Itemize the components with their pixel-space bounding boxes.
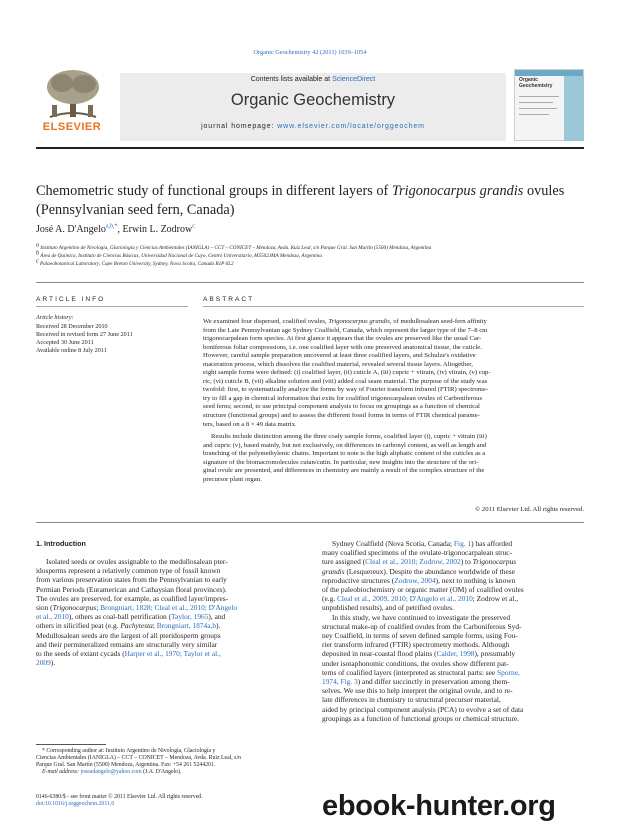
species-name: Trigonocarpus grandis [328, 318, 390, 325]
body-line: The ovules are preserved, for example, as coalified layer/impres- [36, 593, 229, 603]
abstract-paragraph-1 [203, 318, 584, 429]
abstract-line: Results include distinction among the three coaly sample forms, coalified layer (i), cupric + vitrain (iii) [211, 433, 487, 440]
body-line: (e.g. Cleal et al., 2009, 2010; D'Angelo et al., 2010; Zodrow et al., [322, 594, 519, 604]
cover-divider [519, 102, 553, 103]
affiliation-text: Instituto Argentino de Nivología, Glaciología y Ciencias Ambientales (IANIGLA) – CCT – CONICET – Mendoza, Avda. Ruiz Leal, s/n Parque Gral. San Martín (5500) Mendoza, Argentina [40, 245, 432, 251]
abstract-line: try to fill a gap in chemical information that exits for coalified trigonocarpalean ovules of Carboniferous [203, 394, 483, 402]
citation-link[interactable]: Harper et al., 1970; Taylor et al., [124, 649, 221, 659]
section-rule [36, 282, 584, 283]
abstract-line: eight sample forms were defined: (i) coalified layer, (ii) cuticle A, (iii) cupric + vitrain, (iv) vitrain, (v) cup- [203, 369, 491, 377]
abstract-line: boniferous foliar compressions, i.e. one coalified layer with one preserved anatomical tissue, the cuticle. [203, 343, 482, 351]
sciencedirect-link[interactable]: ScienceDirect [332, 76, 376, 83]
body-line: unpublished results), and of petrified ovules. [322, 603, 454, 613]
journal-homepage [120, 123, 506, 130]
cover-title-line-2: Geochemistry [519, 82, 553, 89]
citation-link[interactable]: 1974, Fig. 3 [322, 677, 358, 687]
body-line: rier transform infrared (FTIR) spectrometry methods. Although [322, 640, 510, 650]
abstract-heading: ABSTRACT [203, 296, 255, 303]
intro-left-column [36, 557, 298, 667]
cover-divider [519, 96, 559, 97]
body-line: Sydney Coalfield (Nova Scotia, Canada; Fig. 1) has afforded [332, 539, 513, 548]
affiliation-text: Palaeobotanical Laboratory, Cape Breton University, Sydney, Nova Scotia, Canada B1P 6L2 [39, 261, 234, 267]
footnote-line: * Corresponding author at: Instituto Argentino de Nivología, Glaciología y [42, 748, 216, 754]
homepage-link[interactable]: www.elsevier.com/locate/orggeochem [277, 123, 425, 130]
intro-right-column [322, 539, 584, 723]
citation-link[interactable]: Brongniart, 1828; Cleal et al., 2010; D'Angelo [100, 603, 238, 613]
publisher-logo-text: ELSEVIER [42, 121, 102, 133]
article-info-heading: ARTICLE INFO [36, 296, 106, 303]
citation-link[interactable]: Brongniart, 1874a,b [156, 621, 217, 631]
body-line: In this study, we have continued to investigate the preserved [332, 612, 511, 622]
history-line: Available online 8 July 2011 [36, 347, 107, 354]
issn-line: 0146-6380/$ - see front matter © 2011 Elsevier Ltd. All rights reserved. [36, 794, 203, 800]
citation-link[interactable]: Taylor, 1965 [171, 612, 209, 622]
body-line: 1974, Fig. 3) and differ succinctly in preservation among them- [322, 677, 510, 687]
section-rule [36, 522, 584, 523]
section-heading-introduction: 1. Introduction [36, 539, 86, 548]
citation-link[interactable]: Sporne, [497, 667, 520, 677]
abstract-line: trigonocarpalean form species. At first glance it appears that the ovules are preserved like the usual Car- [203, 335, 482, 343]
body-line: of the paleobiochemistry or organic matter (OM) of coalified ovules [322, 585, 524, 595]
body-line: deposited in near-coastal flood plains (Calder, 1998), presumably [322, 649, 516, 659]
abstract-line: and cupric (v), based mainly, but not exclusively, on differences in carbonyl content, as well as length and [203, 441, 487, 449]
body-line: Medullosalean seeds are the largest of all pteridosperm groups [36, 630, 221, 640]
abstract-rule [203, 306, 584, 307]
header-rule [36, 147, 584, 149]
title-text: Chemometric study of functional groups in different layers of [36, 183, 392, 199]
body-line: et al., 2010), others as coal-ball petrification (Taylor, 1965), and [36, 612, 226, 622]
citation-link[interactable]: et al., 2010 [36, 612, 69, 622]
body-line: aided by principal component analysis (PCA) to evolve a set of data [322, 704, 524, 714]
body-line: sion (Trigonocarpus; Brongniart, 1828; Cleal et al., 2010; D'Angelo [36, 603, 238, 613]
homepage-prefix: journal homepage: [201, 123, 278, 130]
journal-title: Organic Geochemistry [230, 91, 396, 109]
author-affiliation-mark[interactable]: a,b,* [105, 223, 118, 230]
affiliation-mark: c [36, 258, 39, 265]
body-line: idosperms represent a relatively common type of fossil known [36, 566, 221, 576]
cover-divider [519, 114, 549, 115]
abstract-line: twofold: first, to systematically analyze the forms by way of Fourier transform infrared (FTIR) spectrome- [203, 386, 489, 394]
elsevier-logo[interactable] [36, 69, 108, 143]
figure-link[interactable]: Fig. 1 [453, 539, 472, 548]
body-line: under isotaphonomic conditions, the ovules show different pat- [322, 658, 509, 668]
body-line: late differences in chemistry to structural precursor material, [322, 695, 501, 705]
body-line: structural make-up of coalified ovules from the Carboniferous Syd- [322, 621, 522, 631]
title-text-end: ovules (Pennsylvanian seed fern, Canada) [36, 183, 565, 218]
author-name: José A. D'Angelo [36, 224, 106, 235]
body-line: and their permineralized remains are structurally very similar [36, 639, 218, 649]
author-affiliation-mark[interactable]: c [192, 223, 195, 230]
author-list [36, 224, 195, 235]
journal-header [36, 65, 584, 142]
body-line: grandis (Lesquereux). Despite the abundance worldwide of these [322, 566, 515, 576]
abstract-line: We examined four dispersed, coalified ovules, Trigonocarpus grandis, of medullosalean seed-fern affinity [203, 318, 487, 325]
body-line: others in silicified peat (e.g. Pachytesta; Brongniart, 1874a,b). [36, 621, 221, 631]
body-line: to the seeds of extant cycads (Harper et al., 1970; Taylor et al., [36, 649, 221, 659]
footnote-rule [36, 744, 106, 745]
corresponding-author-footnote [36, 748, 298, 776]
doi-link[interactable]: doi:10.1016/j.orggeochem.2011.0 [36, 801, 115, 808]
affiliation [36, 242, 584, 252]
author-name: Erwin L. Zodrow [122, 224, 193, 235]
copyright-notice: © 2011 Elsevier Ltd. All rights reserved. [475, 506, 584, 513]
abstract-line: ginal ovule are presented, and differences in chemistry are mainly a result of the complex structure of the [203, 467, 485, 475]
history-line: Received in revised form 27 June 2011 [36, 331, 133, 338]
cover-title [519, 78, 559, 89]
issn-block [36, 794, 298, 808]
citation-link[interactable]: 2009 [36, 658, 51, 668]
affiliation [36, 250, 584, 260]
abstract-line: However, careful sample preparation uncovered at least three coalified layers, and Schulze's oxidative [203, 352, 476, 360]
abstract-line: branching of the polymethylenic chains. Important to note is the high aliphatic content of the cuticles as a [203, 450, 486, 458]
article-info-rule [36, 306, 188, 307]
abstract-line: seed ferns; second, to use principal component analysis to focus on groupings as a function of chemical [203, 403, 480, 411]
cover-title-line-1: Organic [519, 77, 538, 83]
citation-link[interactable]: Cleal et al., 2009, 2010; D'Angelo et al., 2010 [336, 594, 473, 604]
affiliation-mark: b [36, 250, 39, 257]
email-link[interactable]: joseadangelo@yahoo.com [80, 769, 142, 776]
contents-line [120, 76, 506, 83]
abstract-line: ters, based on a 8 × 49 data matrix. [203, 420, 297, 428]
history-line: Accepted 30 June 2011 [36, 339, 94, 346]
email-label: E-mail address: [42, 769, 81, 776]
body-line: Isolated seeds or ovules assignable to the medullosalean pter- [46, 557, 228, 566]
title-species: Trigonocarpus grandis [391, 183, 524, 199]
body-line: from various preservation states from the Pennsylvanian to early [36, 575, 227, 585]
abstract-paragraph-2 [203, 433, 584, 484]
body-line: Permian Periods (Euramerican and Cathaysian floral provinces). [36, 584, 227, 594]
body-line: groupings as a function of functional groups or chemical structure. [322, 713, 520, 723]
email-suffix: (J.A. D'Angelo). [141, 769, 182, 776]
article-title [36, 182, 584, 220]
abstract-line: maceration process, which dissolves the coalified material, revealed several tissue layers. Altogether, [203, 360, 473, 368]
history-line: Received 28 December 2010 [36, 323, 108, 330]
body-line: terns of coalified layers (interpreted as structural parts: see Sporne, [322, 667, 520, 677]
tree-icon [44, 69, 102, 121]
journal-cover-thumbnail[interactable] [514, 69, 584, 141]
journal-reference[interactable]: Organic Geochemistry 42 (2011) 1039–1054 [253, 49, 367, 56]
affiliation-mark: a [36, 242, 39, 249]
abstract-line: ric, (vi) cuticle B, (vii) alkaline solution and (viii) added coal seam material. The purpose of the study was [203, 377, 488, 385]
contents-prefix: Contents lists available at [250, 76, 333, 83]
journal-banner [120, 73, 506, 141]
abstract-line: precursor plant organ. [203, 475, 262, 483]
body-line: ture assigned (Cleal et al., 2010; Zodrow, 2002) to Trigonocarpus [322, 557, 517, 567]
affiliation-text: Área de Química, Instituto de Ciencias Básicas, Universidad Nacional de Cuyo, Centro Universitario, M5502JMA Mendoza, Argentina [40, 253, 322, 259]
article-history-label: Article history: [36, 314, 74, 321]
affiliation [36, 258, 584, 268]
citation-link[interactable]: Calder, 1998 [436, 649, 475, 659]
citation-link[interactable]: Zodrow, 2004 [394, 575, 436, 585]
cover-stripe [564, 76, 584, 141]
body-line: reproductive structures (Zodrow, 2004), next to nothing is known [322, 575, 516, 585]
footnote-line: Parque Gral. San Martín (5500) Mendoza, Argentina. Fax: +54 261 5244201. [36, 762, 216, 769]
body-line: 2009). [36, 658, 56, 668]
watermark: ebook-hunter.org [322, 790, 556, 822]
abstract-line: from the Late Pennsylvanian age Sydney Coalfield, Canada, which represent the larger type of the 7–8 cm [203, 326, 488, 334]
abstract-line: signature of the biomacromolecules cutan/cutin. In particular, new insights into the structure of the ori- [203, 458, 479, 466]
citation-link[interactable]: Cleal et al., 2010; Zodrow, 2002 [365, 557, 461, 567]
body-line: selves. We use this to help interpret the original ovule, and to re- [322, 686, 513, 696]
body-line: many coalified specimens of the ovulate-trigonocarpalean struc- [322, 548, 513, 558]
body-line: ney Coalfield, in terms of seven defined sample forms, using Fou- [322, 631, 518, 641]
footnote-line: Ciencias Ambientales (IANIGLA) – CCT – CONICET – Mendoza, Avda. Ruiz Leal, s/n [36, 755, 241, 762]
author-separator: , [117, 224, 123, 235]
abstract-line: structure (functional groups) and to assess the different fossil forms in terms of FTIR chemical parame- [203, 412, 480, 420]
footnote-line [36, 769, 298, 776]
cover-divider [519, 108, 557, 109]
